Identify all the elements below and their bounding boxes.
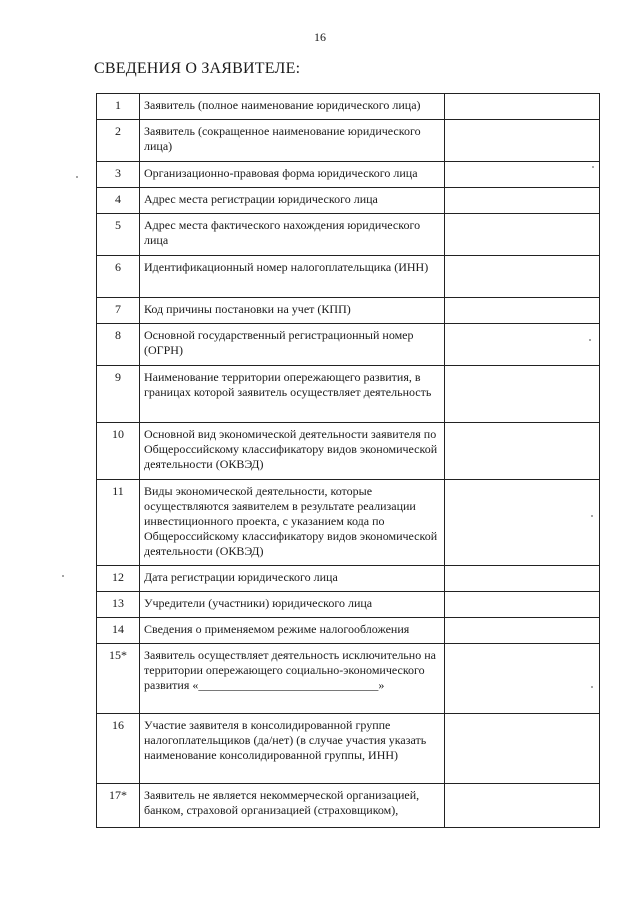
applicant-info-table bbox=[96, 93, 600, 828]
row-value-field[interactable] bbox=[445, 298, 600, 324]
table-row bbox=[97, 618, 600, 644]
row-value-field[interactable] bbox=[445, 423, 600, 480]
scan-speck bbox=[591, 686, 593, 688]
row-value-field[interactable] bbox=[445, 162, 600, 188]
row-value-field[interactable] bbox=[445, 256, 600, 298]
row-value-field[interactable] bbox=[445, 480, 600, 566]
table-row bbox=[97, 592, 600, 618]
row-number: 17* bbox=[97, 784, 140, 828]
row-number: 15* bbox=[97, 644, 140, 714]
row-label: Адрес места фактического нахождения юридического лица bbox=[140, 214, 445, 256]
scan-speck bbox=[589, 339, 591, 341]
row-value-field[interactable] bbox=[445, 784, 600, 828]
row-label: Адрес места регистрации юридического лица bbox=[140, 188, 445, 214]
row-label: Основной государственный регистрационный номер (ОГРН) bbox=[140, 324, 445, 366]
row-number: 12 bbox=[97, 566, 140, 592]
row-number: 7 bbox=[97, 298, 140, 324]
table-row bbox=[97, 566, 600, 592]
table-row bbox=[97, 188, 600, 214]
table-row bbox=[97, 162, 600, 188]
table-row bbox=[97, 94, 600, 120]
table-row bbox=[97, 298, 600, 324]
row-value-field[interactable] bbox=[445, 324, 600, 366]
row-number: 13 bbox=[97, 592, 140, 618]
table-row bbox=[97, 120, 600, 162]
row-value-field[interactable] bbox=[445, 644, 600, 714]
row-number: 6 bbox=[97, 256, 140, 298]
row-label: Виды экономической деятельности, которые осуществляются заявителем в результате реализации инвестиционного проекта, с указанием кода по Общероссийскому классификатору видов экономической деятельности (ОКВЭД) bbox=[140, 480, 445, 566]
row-value-field[interactable] bbox=[445, 188, 600, 214]
section-title: СВЕДЕНИЯ О ЗАЯВИТЕЛЕ: bbox=[94, 60, 301, 77]
table-row bbox=[97, 214, 600, 256]
row-number: 9 bbox=[97, 366, 140, 423]
row-value-field[interactable] bbox=[445, 714, 600, 784]
row-value-field[interactable] bbox=[445, 592, 600, 618]
scan-speck bbox=[591, 515, 593, 517]
row-number: 1 bbox=[97, 94, 140, 120]
row-number: 11 bbox=[97, 480, 140, 566]
table-row bbox=[97, 784, 600, 828]
row-label: Заявитель (полное наименование юридического лица) bbox=[140, 94, 445, 120]
row-label: Участие заявителя в консолидированной группе налогоплательщиков (да/нет) (в случае участия указать наименование консолидированной группы, ИНН) bbox=[140, 714, 445, 784]
row-value-field[interactable] bbox=[445, 618, 600, 644]
row-value-field[interactable] bbox=[445, 120, 600, 162]
row-label: Дата регистрации юридического лица bbox=[140, 566, 445, 592]
table-row bbox=[97, 480, 600, 566]
row-label: Организационно-правовая форма юридического лица bbox=[140, 162, 445, 188]
row-number: 10 bbox=[97, 423, 140, 480]
row-label: Наименование территории опережающего развития, в границах которой заявитель осуществляет деятельность bbox=[140, 366, 445, 423]
row-label: Идентификационный номер налогоплательщика (ИНН) bbox=[140, 256, 445, 298]
row-number: 8 bbox=[97, 324, 140, 366]
row-value-field[interactable] bbox=[445, 214, 600, 256]
row-value-field[interactable] bbox=[445, 366, 600, 423]
table-row bbox=[97, 256, 600, 298]
row-value-field[interactable] bbox=[445, 94, 600, 120]
row-number: 5 bbox=[97, 214, 140, 256]
row-label: Учредители (участники) юридического лица bbox=[140, 592, 445, 618]
scan-speck bbox=[76, 176, 78, 178]
row-label: Заявитель не является некоммерческой организацией, банком, страховой организацией (страховщиком), bbox=[140, 784, 445, 828]
row-number: 3 bbox=[97, 162, 140, 188]
row-label: Основной вид экономической деятельности заявителя по Общероссийскому классификатору видов экономической деятельности (ОКВЭД) bbox=[140, 423, 445, 480]
row-number: 2 bbox=[97, 120, 140, 162]
scan-speck bbox=[592, 166, 594, 168]
table-row bbox=[97, 644, 600, 714]
table-row bbox=[97, 423, 600, 480]
table-row bbox=[97, 714, 600, 784]
scan-speck bbox=[62, 575, 64, 577]
row-number: 4 bbox=[97, 188, 140, 214]
row-value-field[interactable] bbox=[445, 566, 600, 592]
table-row bbox=[97, 324, 600, 366]
row-label: Сведения о применяемом режиме налогообложения bbox=[140, 618, 445, 644]
row-label: Код причины постановки на учет (КПП) bbox=[140, 298, 445, 324]
row-label: Заявитель осуществляет деятельность исключительно на территории опережающего социально-экономического развития «______________________________» bbox=[140, 644, 445, 714]
page-number: 16 bbox=[314, 30, 326, 44]
row-number: 16 bbox=[97, 714, 140, 784]
row-number: 14 bbox=[97, 618, 140, 644]
table-row bbox=[97, 366, 600, 423]
row-label: Заявитель (сокращенное наименование юридического лица) bbox=[140, 120, 445, 162]
